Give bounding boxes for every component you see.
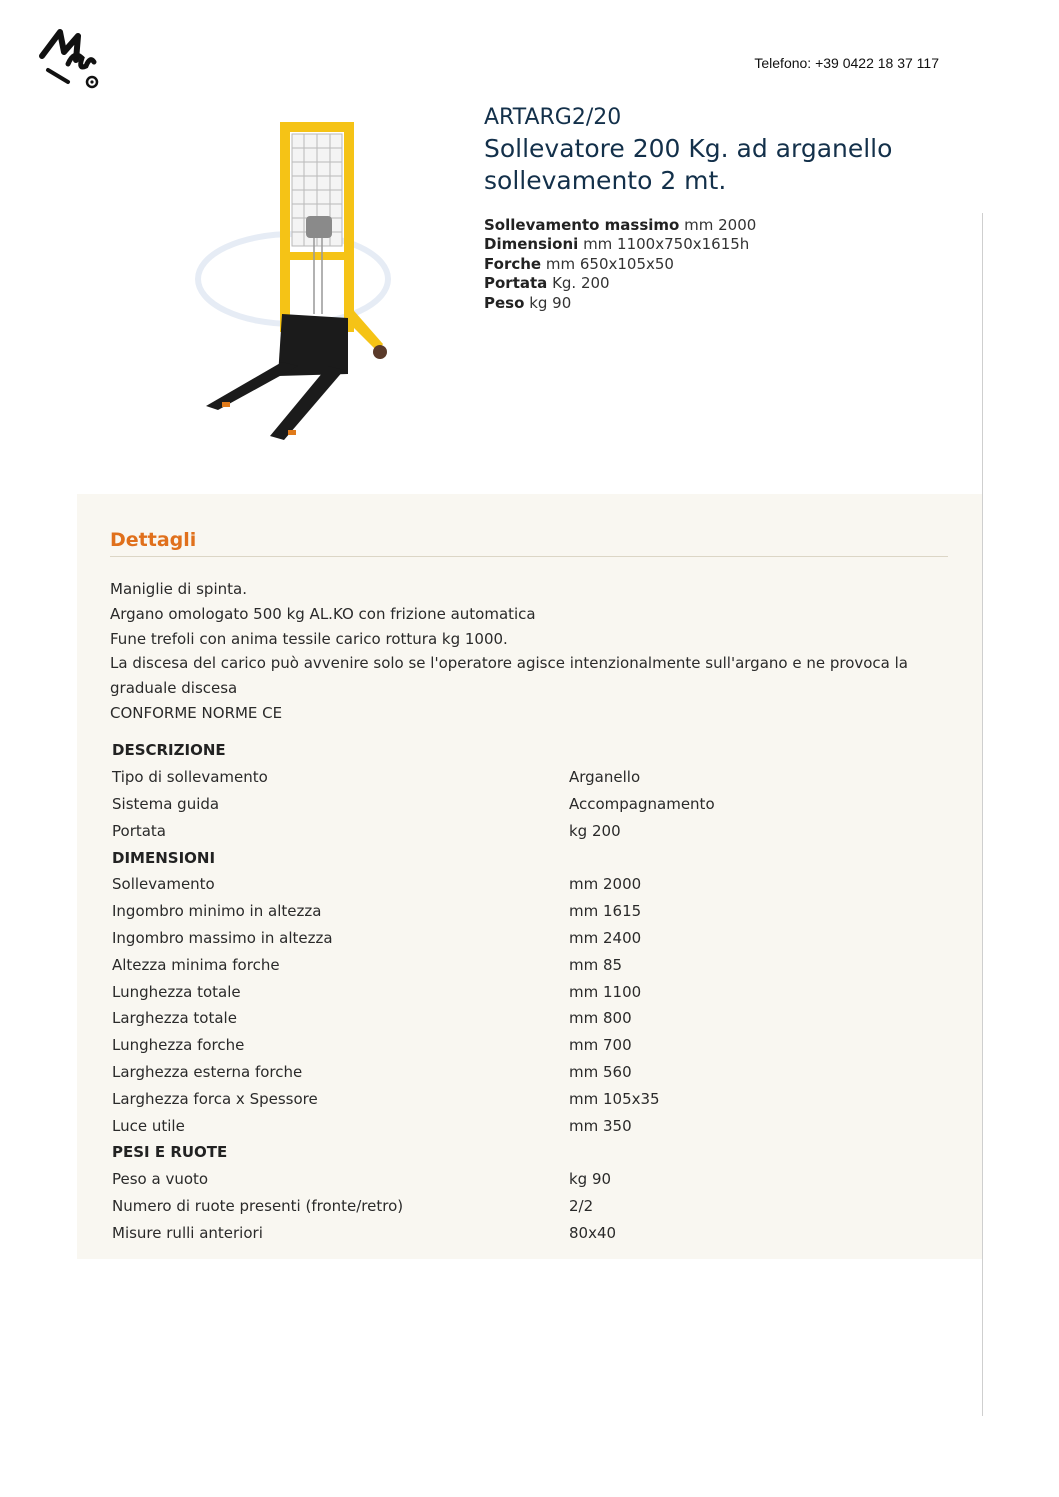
row-label: Sistema guida xyxy=(112,794,220,813)
spec-label: Forche xyxy=(484,254,542,273)
brand-logo-icon xyxy=(38,26,102,92)
product-code: ARTARG2/20 xyxy=(484,105,622,130)
table-row xyxy=(110,1112,955,1139)
row-value: mm 1100 xyxy=(569,982,642,1001)
row-label: Numero di ruote presenti (fronte/retro) xyxy=(112,1196,404,1215)
row-value: mm 105x35 xyxy=(569,1089,660,1108)
spec-value: mm 650x105x50 xyxy=(545,254,674,273)
row-label: Sollevamento xyxy=(112,875,215,894)
details-divider xyxy=(110,556,948,557)
table-row xyxy=(110,764,955,791)
table-row xyxy=(110,1166,955,1193)
row-label: Ingombro minimo in altezza xyxy=(112,902,322,921)
spec-line xyxy=(484,216,756,235)
spec-value: mm 2000 xyxy=(684,216,757,234)
description-line: Argano omologato 500 kg AL.KO con frizione automatica xyxy=(110,604,536,623)
row-value: mm 2400 xyxy=(569,928,642,947)
row-value: mm 2000 xyxy=(569,875,642,894)
row-value: 2/2 xyxy=(569,1196,594,1215)
row-label: Larghezza totale xyxy=(112,1009,237,1028)
section-row xyxy=(110,1139,955,1166)
table-row xyxy=(110,951,955,978)
table-row xyxy=(110,1005,955,1032)
product-header xyxy=(484,104,964,197)
table-row xyxy=(110,871,955,898)
table-row xyxy=(110,1059,955,1086)
row-value: mm 1615 xyxy=(569,902,642,921)
quick-specs xyxy=(484,216,756,313)
section-title: DIMENSIONI xyxy=(112,848,216,867)
spec-table xyxy=(110,737,955,1246)
section-row xyxy=(110,844,955,871)
row-value: mm 85 xyxy=(569,955,623,974)
row-label: Ingombro massimo in altezza xyxy=(112,928,333,947)
product-title: Sollevatore 200 Kg. ad arganello sollevamento 2 mt. xyxy=(484,134,893,195)
spec-line xyxy=(484,274,756,293)
description-line: CONFORME NORME CE xyxy=(110,703,283,722)
description-line: La discesa del carico può avvenire solo se l'operatore agisce intenzionalmente sull'argano e ne provoca la graduale discesa xyxy=(110,654,909,698)
details-panel xyxy=(77,494,982,1259)
spec-label: Dimensioni xyxy=(484,235,579,254)
row-label: Altezza minima forche xyxy=(112,955,280,974)
row-label: Misure rulli anteriori xyxy=(112,1223,263,1242)
details-title: Dettagli xyxy=(110,529,197,551)
row-label: Lunghezza totale xyxy=(112,982,241,1001)
row-label: Larghezza forca x Spessore xyxy=(112,1089,318,1108)
row-value: mm 700 xyxy=(569,1036,632,1055)
row-value: Arganello xyxy=(569,768,641,787)
spec-label: Peso xyxy=(484,293,525,312)
table-row xyxy=(110,1193,955,1220)
phone-number: Telefono: +39 0422 18 37 117 xyxy=(754,55,939,71)
spec-value: mm 1100x750x1615h xyxy=(583,235,750,254)
table-row xyxy=(110,791,955,818)
description-line: Fune trefoli con anima tessile carico rottura kg 1000. xyxy=(110,629,508,648)
description-line: Maniglie di spinta. xyxy=(110,580,247,598)
spec-label: Portata xyxy=(484,274,548,293)
spec-value: kg 90 xyxy=(529,293,572,312)
section-title: DESCRIZIONE xyxy=(112,741,226,760)
details-description xyxy=(110,577,955,726)
row-value: kg 200 xyxy=(569,821,621,840)
table-row xyxy=(110,898,955,925)
row-label: Tipo di sollevamento xyxy=(112,768,268,787)
row-label: Lunghezza forche xyxy=(112,1036,245,1055)
row-value: 80x40 xyxy=(569,1223,617,1242)
spec-line xyxy=(484,235,756,254)
table-row xyxy=(110,1032,955,1059)
spec-label: Sollevamento massimo xyxy=(484,216,680,234)
row-value: mm 560 xyxy=(569,1062,632,1081)
spec-value: Kg. 200 xyxy=(552,274,610,293)
row-label: Peso a vuoto xyxy=(112,1170,209,1189)
row-label: Luce utile xyxy=(112,1116,185,1135)
section-title: PESI E RUOTE xyxy=(112,1143,228,1162)
stacker-lift-image xyxy=(188,104,403,454)
row-value: mm 350 xyxy=(569,1116,632,1135)
table-row xyxy=(110,925,955,952)
page-divider xyxy=(982,213,983,1416)
table-row xyxy=(110,817,955,844)
table-row xyxy=(110,1219,955,1246)
table-row xyxy=(110,978,955,1005)
section-row xyxy=(110,737,955,764)
row-value: kg 90 xyxy=(569,1170,612,1189)
row-value: Accompagnamento xyxy=(569,794,715,813)
spec-line xyxy=(484,255,756,274)
table-row xyxy=(110,1085,955,1112)
row-label: Larghezza esterna forche xyxy=(112,1062,303,1081)
row-label: Portata xyxy=(112,821,167,840)
row-value: mm 800 xyxy=(569,1009,632,1028)
spec-line xyxy=(484,294,756,313)
